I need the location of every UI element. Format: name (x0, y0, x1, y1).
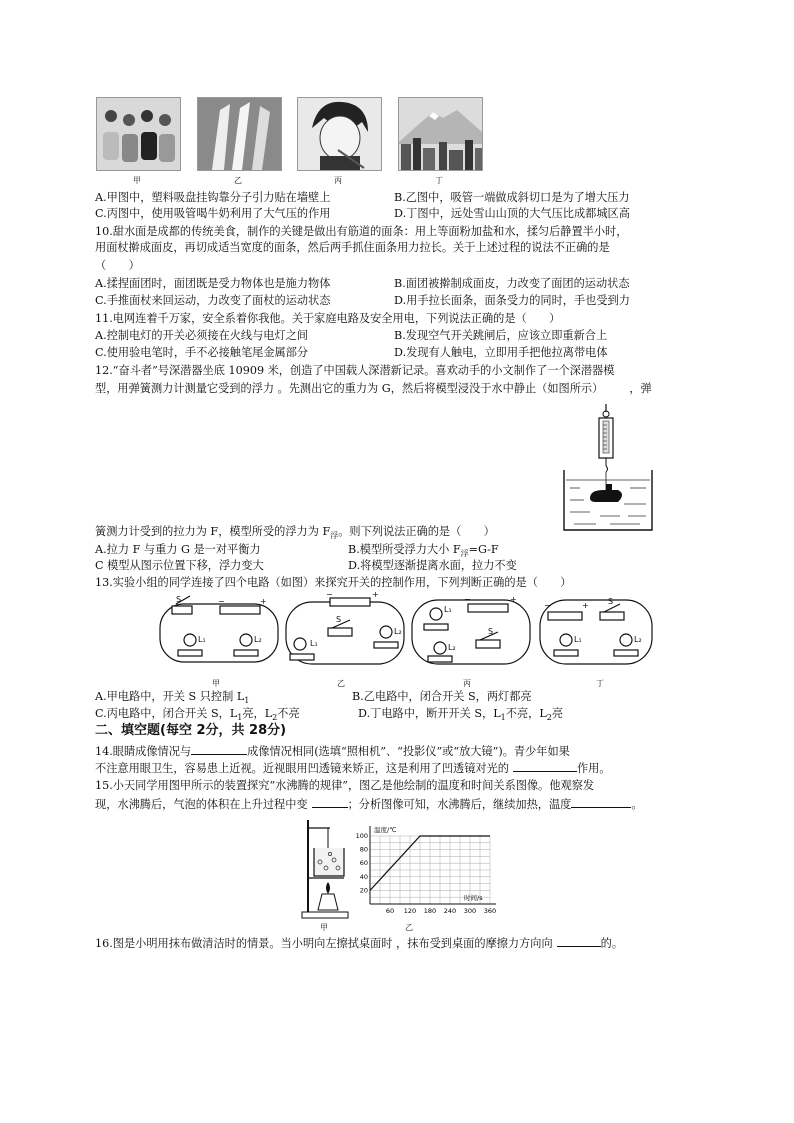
q13-option-d: D.丁电路中，断开开关 S，$L_1$不亮，$L_2$亮 (358, 707, 564, 723)
svg-text:S: S (336, 615, 342, 624)
svg-text:L₂: L₂ (394, 627, 402, 636)
q10-stem-1: 10.甜水面是成都的传统美食，制作的关键是做出有筋道的面条：用上等面粉加盐和水，揉匀后静置半小时， (95, 225, 628, 238)
circuit-caption-yi: 乙 (337, 679, 345, 688)
y-tick-label: 40 (359, 872, 368, 881)
x-tick-label: 300 (463, 907, 477, 915)
boy-drinking-image (298, 98, 381, 170)
q10-option-b: B.面团被擀制成面皮，力改变了面团的运动状态 (394, 277, 630, 290)
y-tick-label: 100 (355, 832, 368, 840)
q14-blank-2[interactable] (513, 760, 577, 772)
submarine-model (590, 490, 622, 502)
q15-line-2: 现，水沸腾后，气泡的体积在上升过程中变 ；分析图像可知，水沸腾后，继续加热，温度 。 (95, 798, 643, 811)
svg-text:+: + (510, 595, 517, 604)
x-axis-label: 时间/s (464, 894, 483, 902)
q14-line-1: 14.眼睛成像情况与 成像情况相同(选填“照相机”、“投影仪”或“放大镜”)。青少年如果 (95, 745, 570, 758)
y-tick-label: 60 (359, 859, 368, 868)
q9-option-d: D.丁图中，远处雪山山顶的大气压比成都城区高 (394, 207, 630, 220)
q15-blank-2[interactable] (571, 796, 631, 808)
svg-text:L₂: L₂ (448, 643, 456, 652)
q15-line-1: 15.小天同学用图甲所示的装置探究“水沸腾的规律”，图乙是他绘制的温度和时间关系图像。他观察发 (95, 779, 595, 792)
q12-stem-3: 簧测力计受到的拉力为 F，模型所受的浮力为 $F_浮$。则下列说法正确的是（ ） (95, 525, 495, 541)
q12-option-b: B.模型所受浮力大小 $F_浮=G-F$ (348, 543, 499, 559)
y-tick-label: 80 (359, 845, 368, 854)
caption-ding: 丁 (435, 176, 443, 185)
q13-option-a: A.甲电路中，开关 S 只控制 $L_1$ (95, 690, 250, 706)
photo-suction-hooks (96, 97, 181, 171)
beaker (314, 848, 344, 876)
q10-option-d: D.用手拉长面条，面条受力的同时，手也受到力 (394, 294, 630, 307)
q10-option-a: A.揉捏面团时，面团既是受力物体也是施力物体 (95, 277, 331, 290)
q11-option-a: A.控制电灯的开关必须接在火线与电灯之间 (95, 329, 309, 342)
svg-text:S: S (488, 627, 494, 636)
x-tick-label: 60 (385, 907, 395, 915)
q9-option-b: B.乙图中，吸管一端做成斜切口是为了增大压力 (394, 191, 630, 204)
q12-option-a: A.拉力 F 与重力 G 是一对平衡力 (95, 543, 261, 556)
q13-option-c: C.丙电路中，闭合开关 S，$L_1$亮，$L_2$不亮 (95, 707, 300, 723)
temperature-time-chart (352, 818, 497, 918)
alcohol-lamp (318, 894, 338, 910)
y-tick-label: 20 (359, 886, 368, 895)
x-tick-label: 240 (443, 907, 457, 915)
svg-text:L₂: L₂ (634, 635, 642, 644)
svg-text:S: S (608, 597, 614, 606)
circuit-ding (540, 600, 652, 664)
boiling-apparatus-figure (300, 818, 352, 920)
circuit-bing (412, 600, 530, 664)
svg-text:L₂: L₂ (254, 635, 262, 644)
snow-mountain-city-image (399, 98, 482, 170)
q10-stem-2: 用面杖擀成面皮，再切成适当宽度的面条，然后两手抓住面条用力拉长。关于上述过程的说法不正确的是 (95, 241, 610, 254)
q12-stem-2: 型，用弹簧测力计测量它受到的浮力 。先测出它的重力为 G，然后将模型浸没于水中静止（如图所示） ，弹 (95, 382, 652, 395)
q13-option-b: B.乙电路中，闭合开关 S，两灯都亮 (352, 690, 532, 703)
svg-text:−: − (544, 601, 551, 610)
photo-snow-mountain-city (398, 97, 483, 171)
spring-scale-tank-figure (560, 404, 660, 532)
svg-text:S: S (176, 595, 182, 604)
circuit-caption-bing: 丙 (463, 679, 471, 688)
apparatus-caption-jia: 甲 (320, 923, 328, 932)
q13-stem: 13.实验小组的同学连接了四个电路（如图）来探究开关的控制作用，下列判断正确的是（ ） (95, 576, 572, 589)
svg-text:+: + (260, 597, 267, 606)
q14-blank-1[interactable] (191, 743, 247, 755)
q10-option-c: C.手推面杖来回运动，力改变了面杖的运动状态 (95, 294, 331, 307)
q15-blank-1[interactable] (312, 796, 348, 808)
q12-stem-1: 12.“奋斗者”号深潜器坐底 10909 米，创造了中国载人深潜新记录。喜欢动手的小文制作了一个深潜器模 (95, 364, 615, 377)
photo-straws (197, 97, 282, 171)
q16-line: 16.图是小明用抹布做清洁时的情景。当小明向左擦拭桌面时 ，抹布受到桌面的摩擦力方向向 的。 (95, 937, 624, 950)
svg-text:L₁: L₁ (444, 605, 452, 614)
q16-blank[interactable] (557, 935, 601, 947)
photo-boy-drinking (297, 97, 382, 171)
q12-option-d: D.将模型逐渐提离水面，拉力不变 (348, 559, 517, 572)
q11-option-b: B.发现空气开关跳闸后，应该立即重新合上 (394, 329, 608, 342)
circuit-caption-jia: 甲 (212, 679, 220, 688)
svg-text:+: + (582, 601, 589, 610)
svg-text:L₁: L₁ (310, 639, 318, 648)
q9-option-a: A.甲图中，塑料吸盘挂钩靠分子引力贴在墙壁上 (95, 191, 331, 204)
chart-caption-yi: 乙 (405, 923, 413, 932)
svg-text:L₁: L₁ (574, 635, 582, 644)
q12-option-c: C 模型从图示位置下移，浮力变大 (95, 559, 264, 572)
q11-stem: 11.电网连着千万家，安全系着你我他。关于家庭电路及安全用电，下列说法正确的是（ ） (95, 312, 561, 325)
circuit-caption-ding: 丁 (596, 679, 604, 688)
section-2-title: 二、填空题(每空 2分，共 28分) (95, 723, 287, 738)
svg-text:+: + (372, 590, 379, 599)
x-tick-label: 120 (403, 907, 417, 915)
circuit-yi (286, 598, 404, 664)
svg-text:−: − (326, 590, 333, 599)
caption-jia: 甲 (133, 176, 141, 185)
x-tick-label: 360 (483, 907, 497, 915)
svg-text:−: − (218, 597, 225, 606)
suction-hooks-image (97, 98, 180, 170)
q9-option-c: C.丙图中，使用吸管喝牛奶利用了大气压的作用 (95, 207, 331, 220)
four-circuits-figure (150, 590, 660, 676)
straws-image (198, 98, 281, 170)
caption-yi: 乙 (234, 176, 242, 185)
x-tick-label: 180 (423, 907, 437, 915)
q11-option-c: C.使用验电笔时，手不必接触笔尾金属部分 (95, 346, 309, 359)
q14-line-2: 不注意用眼卫生，容易患上近视。近视眼用凹透镜来矫正，这是利用了凹透镜对光的 作用。 (95, 762, 611, 775)
q10-stem-3: （ ） (95, 259, 140, 272)
svg-text:−: − (464, 595, 471, 604)
caption-bing: 丙 (334, 176, 342, 185)
svg-text:L₁: L₁ (198, 635, 206, 644)
y-axis-label: 温度/℃ (374, 826, 397, 834)
q11-option-d: D.发现有人触电，立即用手把他拉离带电体 (394, 346, 608, 359)
